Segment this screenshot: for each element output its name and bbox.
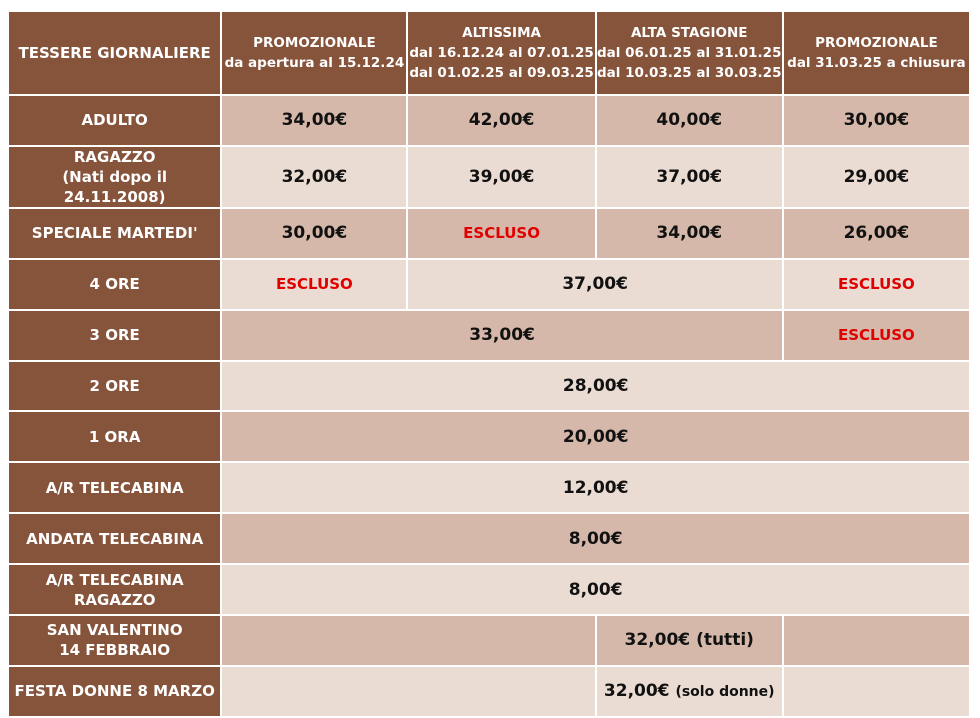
table-row	[8, 411, 970, 462]
header-altissima	[407, 11, 595, 95]
table-row	[8, 259, 970, 310]
price-note: (solo donne)	[675, 684, 775, 701]
header-period: da apertura al 15.12.24	[224, 55, 405, 71]
price-cell	[596, 666, 783, 717]
row-label-adulto: ADULTO	[8, 95, 221, 146]
row-label-subtext: RAGAZZO	[73, 590, 156, 609]
header-period: dal 06.01.25 al 31.01.25	[596, 45, 782, 61]
table-row	[8, 462, 970, 513]
price-cell: 8,00€	[221, 513, 970, 564]
row-label-san-valentino	[8, 615, 221, 666]
header-period: dal 01.02.25 al 09.03.25	[409, 65, 594, 81]
price-cell: 42,00€	[407, 95, 595, 146]
price-cell: 37,00€	[596, 146, 783, 208]
table-row	[8, 310, 970, 361]
table-row	[8, 615, 970, 666]
price-value: 32,00€	[603, 681, 670, 702]
table-row	[8, 208, 970, 259]
row-label-andata-telecabina: ANDATA TELECABINA	[8, 513, 221, 564]
price-cell: 12,00€	[221, 462, 970, 513]
price-cell: 37,00€	[407, 259, 782, 310]
table-row	[8, 513, 970, 564]
empty-cell	[221, 615, 595, 666]
header-row	[8, 11, 970, 95]
header-title: PROMOZIONALE	[815, 35, 938, 51]
table-row	[8, 95, 970, 146]
price-value: 32,00€	[624, 630, 691, 651]
header-title: PROMOZIONALE	[253, 35, 376, 51]
row-label-2-ore: 2 ORE	[8, 361, 221, 412]
header-period: dal 16.12.24 al 07.01.25	[409, 45, 594, 61]
price-cell: 40,00€	[596, 95, 783, 146]
price-cell: 30,00€	[221, 208, 407, 259]
price-cell: 32,00€	[221, 146, 407, 208]
header-period: dal 31.03.25 a chiusura	[787, 55, 966, 71]
price-cell: 34,00€	[596, 208, 783, 259]
excluded-cell: ESCLUSO	[783, 259, 970, 310]
price-cell: 33,00€	[221, 310, 782, 361]
empty-cell	[783, 615, 970, 666]
price-cell	[596, 615, 783, 666]
row-label-ragazzo	[8, 146, 221, 208]
row-label-text: RAGAZZO	[73, 147, 156, 166]
row-label-speciale-martedi: SPECIALE MARTEDI'	[8, 208, 221, 259]
excluded-cell: ESCLUSO	[783, 310, 970, 361]
header-alta-stagione	[596, 11, 783, 95]
row-label-festa-donne: FESTA DONNE 8 MARZO	[8, 666, 221, 717]
price-cell: 34,00€	[221, 95, 407, 146]
header-tessere-giornaliere: TESSERE GIORNALIERE	[8, 11, 221, 95]
empty-cell	[783, 666, 970, 717]
table-row	[8, 146, 970, 208]
row-label-subtext: 14 FEBBRAIO	[59, 641, 171, 660]
row-label-ar-telecabina: A/R TELECABINA	[8, 462, 221, 513]
table-row	[8, 564, 970, 615]
price-cell: 30,00€	[783, 95, 970, 146]
header-title: ALTISSIMA	[462, 25, 541, 41]
row-label-1-ora: 1 ORA	[8, 411, 221, 462]
header-title: ALTA STAGIONE	[630, 25, 748, 41]
price-cell: 8,00€	[221, 564, 970, 615]
row-label-3-ore: 3 ORE	[8, 310, 221, 361]
excluded-cell: ESCLUSO	[407, 208, 595, 259]
price-cell: 28,00€	[221, 361, 970, 412]
price-cell: 29,00€	[783, 146, 970, 208]
row-label-4-ore: 4 ORE	[8, 259, 221, 310]
table-row	[8, 666, 970, 717]
header-promozionale-apertura	[221, 11, 407, 95]
price-table	[7, 10, 971, 718]
row-label-text: A/R TELECABINA	[45, 570, 184, 589]
header-promozionale-chiusura	[783, 11, 970, 95]
header-period: dal 10.03.25 al 30.03.25	[596, 65, 782, 81]
price-cell: 20,00€	[221, 411, 970, 462]
row-label-ar-telecabina-ragazzo	[8, 564, 221, 615]
price-note: (tutti)	[696, 630, 754, 651]
price-cell: 26,00€	[783, 208, 970, 259]
excluded-cell: ESCLUSO	[221, 259, 407, 310]
row-label-subtext: (Nati dopo il 24.11.2008)	[62, 167, 167, 206]
price-cell: 39,00€	[407, 146, 595, 208]
empty-cell	[221, 666, 595, 717]
table-row	[8, 361, 970, 412]
row-label-text: SAN VALENTINO	[46, 621, 183, 640]
